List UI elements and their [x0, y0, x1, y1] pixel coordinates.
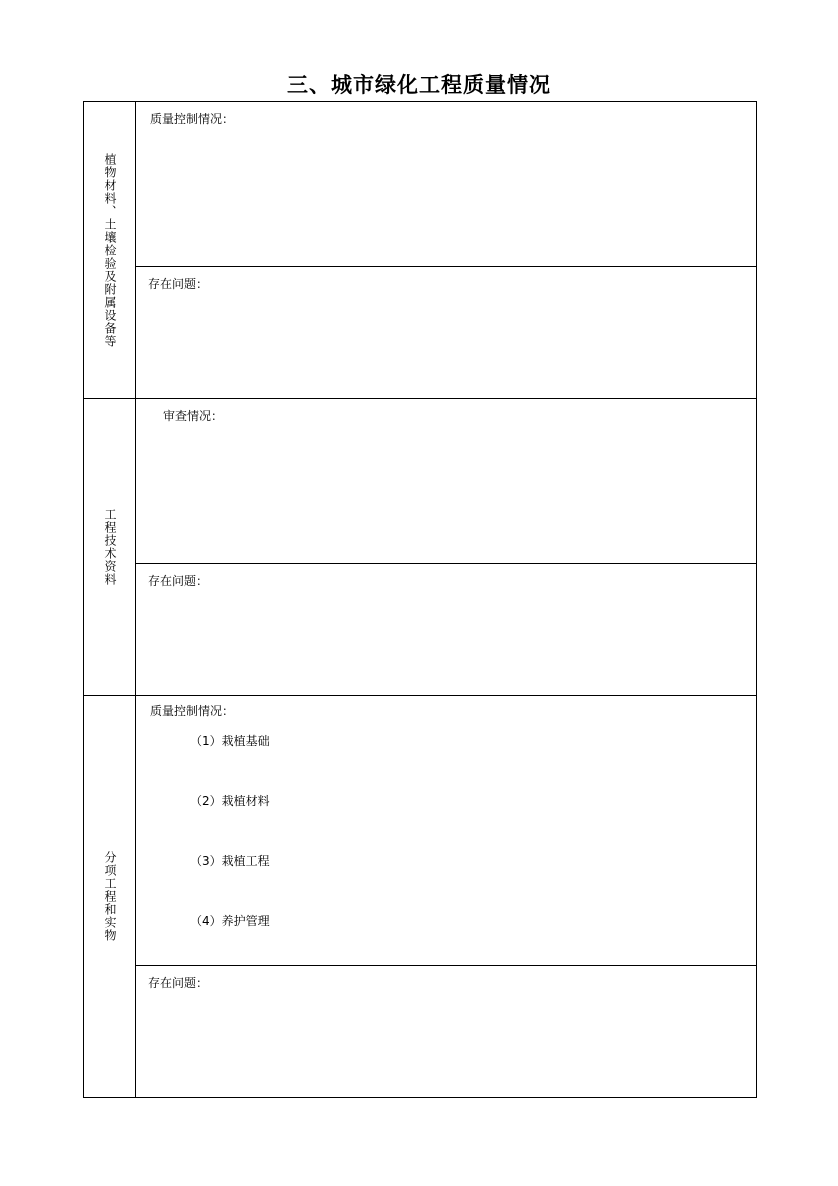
issues-label: 存在问题： [148, 574, 209, 588]
list-item: （1）栽植基础 [190, 734, 270, 748]
table-border-right [756, 101, 757, 1098]
section-label-subitems [84, 696, 136, 1097]
page-title: 三、城市绿化工程质量情况 [287, 72, 551, 97]
row-divider [135, 266, 757, 267]
quality-control-label: 质量控制情况： [150, 704, 235, 718]
table-border-bottom [83, 1097, 757, 1098]
quality-control-label: 质量控制情况： [150, 112, 235, 126]
section-divider [83, 695, 757, 696]
section-divider [83, 398, 757, 399]
list-item: （2）栽植材料 [190, 794, 270, 808]
issues-label: 存在问题： [148, 976, 209, 990]
row-divider [135, 563, 757, 564]
section-label-text: 分项工程和实物 [103, 851, 117, 942]
list-item: （3）栽植工程 [190, 854, 270, 868]
section-label-text: 植物材料、土壤检验及附属设备等 [103, 152, 117, 348]
section-label-text: 工程技术资料 [103, 508, 117, 586]
list-item: （4）养护管理 [190, 914, 270, 928]
table-border-top [83, 101, 757, 102]
review-label: 审查情况： [163, 409, 224, 423]
row-divider [135, 965, 757, 966]
issues-label: 存在问题： [148, 277, 209, 291]
section-label-technical-docs [84, 399, 136, 695]
section-label-materials [84, 102, 136, 398]
